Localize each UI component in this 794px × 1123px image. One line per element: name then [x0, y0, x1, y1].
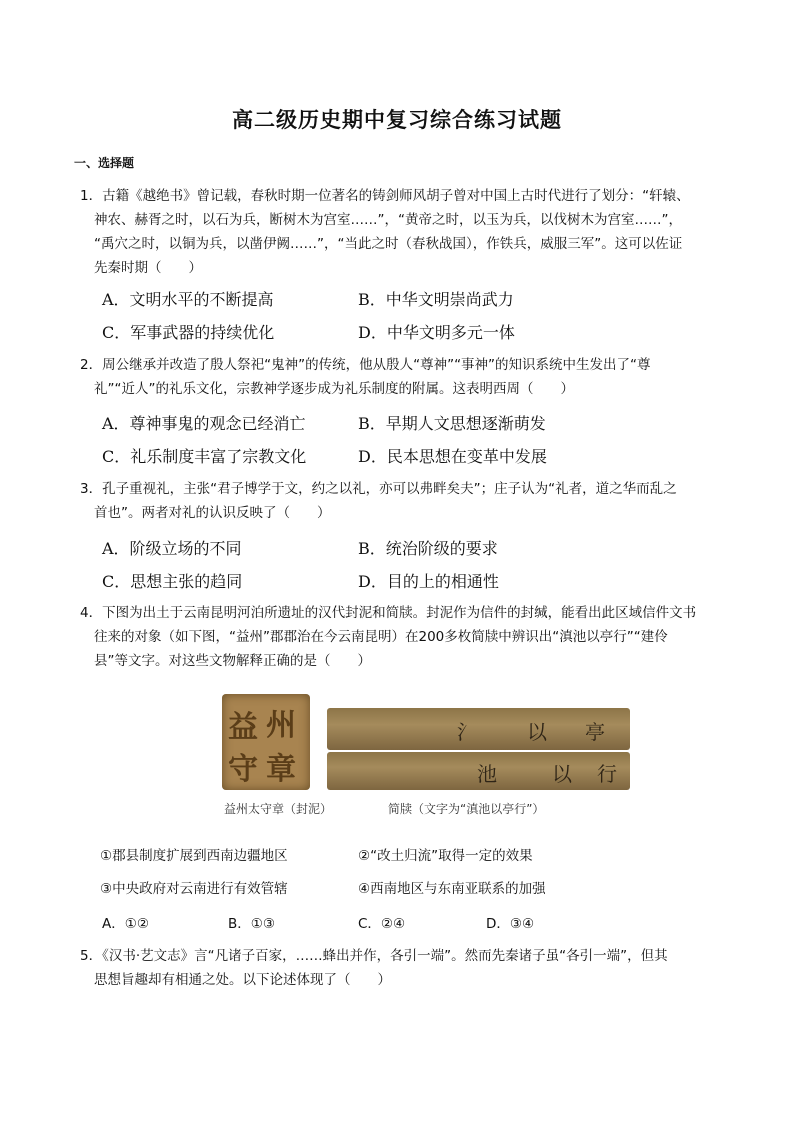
option-a[interactable]: A．文明水平的不断提高: [102, 290, 274, 309]
question-1-stem: [80, 184, 720, 280]
question-2-stem: [80, 353, 720, 401]
question-text-line: 县”等文字。对这些文物解释正确的是（ ）: [94, 653, 371, 669]
page-title: 高二级历史期中复习综合练习试题: [232, 107, 562, 132]
statement-4: ④西南地区与东南亚联系的加强: [358, 881, 546, 897]
statement-1: ①郡县制度扩展到西南边疆地区: [100, 848, 288, 864]
question-3-stem: [80, 477, 720, 525]
seal-clay-image: 益 州 守 章: [222, 694, 310, 790]
option-a[interactable]: A．阶级立场的不同: [102, 539, 242, 558]
question-text-line: 3．孔子重视礼，主张“君子博学于文，约之以礼，亦可以弗畔矣夫”；庄子认为“礼者，道之华而乱之: [80, 481, 677, 497]
question-text-line: 首也”。两者对礼的认识反映了（ ）: [94, 505, 331, 521]
option-b[interactable]: B．中华文明崇尚武力: [358, 290, 514, 309]
option-a[interactable]: A．①②: [102, 916, 149, 932]
question-5-stem: [80, 944, 720, 992]
statement-2: ②“改土归流”取得一定的效果: [358, 848, 533, 864]
option-d[interactable]: D．目的上的相通性: [358, 572, 499, 591]
question-text-line: “禹穴之时，以铜为兵，以凿伊阙……”，“当此之时（春秋战国），作铁兵，威服三军”。这可以佐证: [94, 236, 683, 252]
option-b[interactable]: B．统治阶级的要求: [358, 539, 498, 558]
option-d[interactable]: D．中华文明多元一体: [358, 323, 515, 342]
question-text-line: 礼”“近人”的礼乐文化，宗教神学逐步成为礼乐制度的附属。这表明西周（ ）: [94, 381, 574, 397]
option-c[interactable]: C．礼乐制度丰富了宗教文化: [102, 447, 307, 466]
question-text-line: 5．《汉书·艺文志》言“凡诸子百家，……蜂出并作，各引一端”。然而先秦诸子虽“各引一端”，但其: [80, 948, 668, 964]
option-c[interactable]: C．思想主张的趋同: [102, 572, 243, 591]
question-text-line: 神农、赫胥之时，以石为兵，断树木为宫室……”，“黄帝之时，以玉为兵，以伐树木为宫室……”，: [94, 212, 682, 228]
question-text-line: 1．古籍《越绝书》曾记载，春秋时期一位著名的铸剑师风胡子曾对中国上古时代进行了划分：“轩辕、: [80, 188, 690, 204]
option-b[interactable]: B．①③: [228, 916, 275, 932]
slip-caption: 简牍（文字为“滇池以亭行”）: [388, 802, 545, 816]
question-text-line: 先秦时期（ ）: [94, 260, 202, 276]
option-c[interactable]: C．②④: [358, 916, 406, 932]
bamboo-slip-image: 池 以 行: [327, 752, 630, 790]
question-text-line: 思想旨趣却有相通之处。以下论述体现了（ ）: [94, 972, 391, 988]
statement-3: ③中央政府对云南进行有效管辖: [100, 881, 288, 897]
question-text-line: 往来的对象（如下图，“益州”郡郡治在今云南昆明）在200多枚简牍中辨识出“滇池以亭行”“建伶: [94, 629, 668, 645]
question-4-stem: [80, 601, 720, 673]
option-c[interactable]: C．军事武器的持续优化: [102, 323, 275, 342]
option-a[interactable]: A．尊神事鬼的观念已经消亡: [102, 414, 306, 433]
question-text-line: 2．周公继承并改造了殷人祭祀“鬼神”的传统，他从殷人“尊神”“事神”的知识系统中生发出了“尊: [80, 357, 651, 373]
bamboo-slip-image: 氵 以 亭: [327, 708, 630, 750]
section-heading: 一、选择题: [74, 156, 135, 170]
question-text-line: 4．下图为出土于云南昆明河泊所遗址的汉代封泥和简牍。封泥作为信件的封缄，能看出此区域信件文书: [80, 605, 697, 621]
seal-caption: 益州太守章（封泥）: [224, 802, 333, 816]
option-d[interactable]: D．③④: [486, 916, 535, 932]
option-d[interactable]: D．民本思想在变革中发展: [358, 447, 547, 466]
option-b[interactable]: B．早期人文思想逐渐萌发: [358, 414, 546, 433]
